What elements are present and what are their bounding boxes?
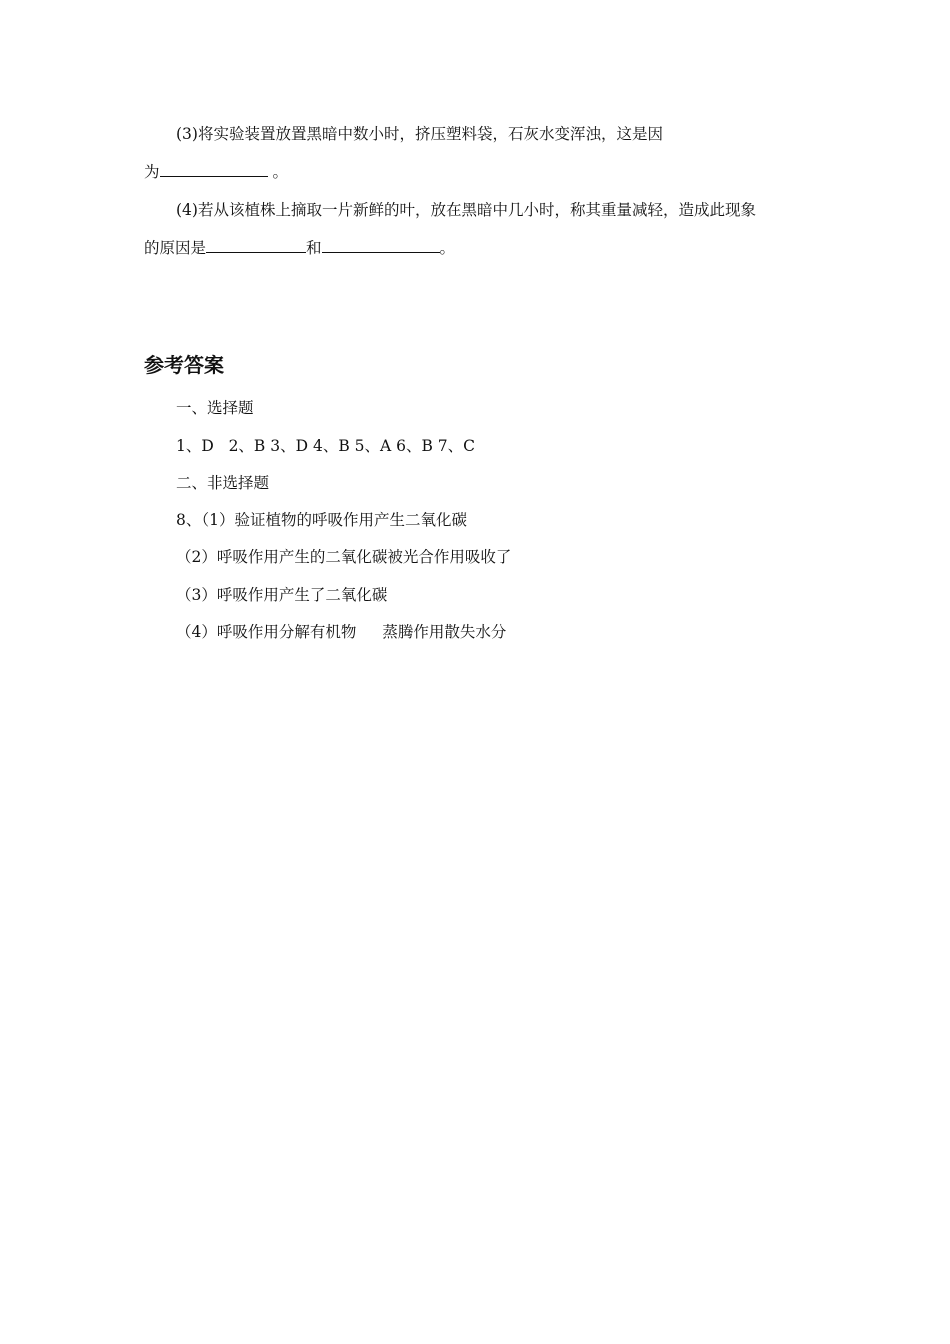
answers-section-1: 一、选择题 <box>176 399 254 417</box>
question-3-prefix: 为 <box>144 163 160 181</box>
answer-blank-4a <box>206 238 306 253</box>
answer-blank-3 <box>160 162 268 177</box>
answer-8-part-4b: 蒸腾作用散失水分 <box>382 623 507 641</box>
question-3-suffix: 。 <box>267 163 288 181</box>
answer-8-part-4 <box>176 622 506 642</box>
answer-8-part-4a: （4）呼吸作用分解有机物 <box>176 623 357 641</box>
answers-heading: 参考答案 <box>144 353 224 377</box>
answer-8-part-1: 8、（1）验证植物的呼吸作用产生二氧化碳 <box>176 511 467 529</box>
question-4-prefix: 的原因是 <box>144 239 207 257</box>
question-4-line-2 <box>144 238 455 258</box>
question-4-suffix: 。 <box>439 239 456 257</box>
question-3-line-1: (3)将实验装置放置黑暗中数小时，挤压塑料袋，石灰水变浑浊，这是因 <box>176 125 663 143</box>
answer-8-part-2: （2）呼吸作用产生的二氧化碳被光合作用吸收了 <box>176 548 512 566</box>
answer-8-part-3: （3）呼吸作用产生了二氧化碳 <box>176 586 388 604</box>
answer-blank-4b <box>322 238 440 253</box>
question-3-line-2 <box>144 162 288 182</box>
choice-answers: 1、D 2、B 3、D 4、B 5、A 6、B 7、C <box>176 437 476 455</box>
question-4-middle: 和 <box>306 239 322 257</box>
question-4-line-1: (4)若从该植株上摘取一片新鲜的叶，放在黑暗中几小时，称其重量减轻，造成此现象 <box>176 201 756 219</box>
answers-section-2: 二、非选择题 <box>176 474 270 492</box>
